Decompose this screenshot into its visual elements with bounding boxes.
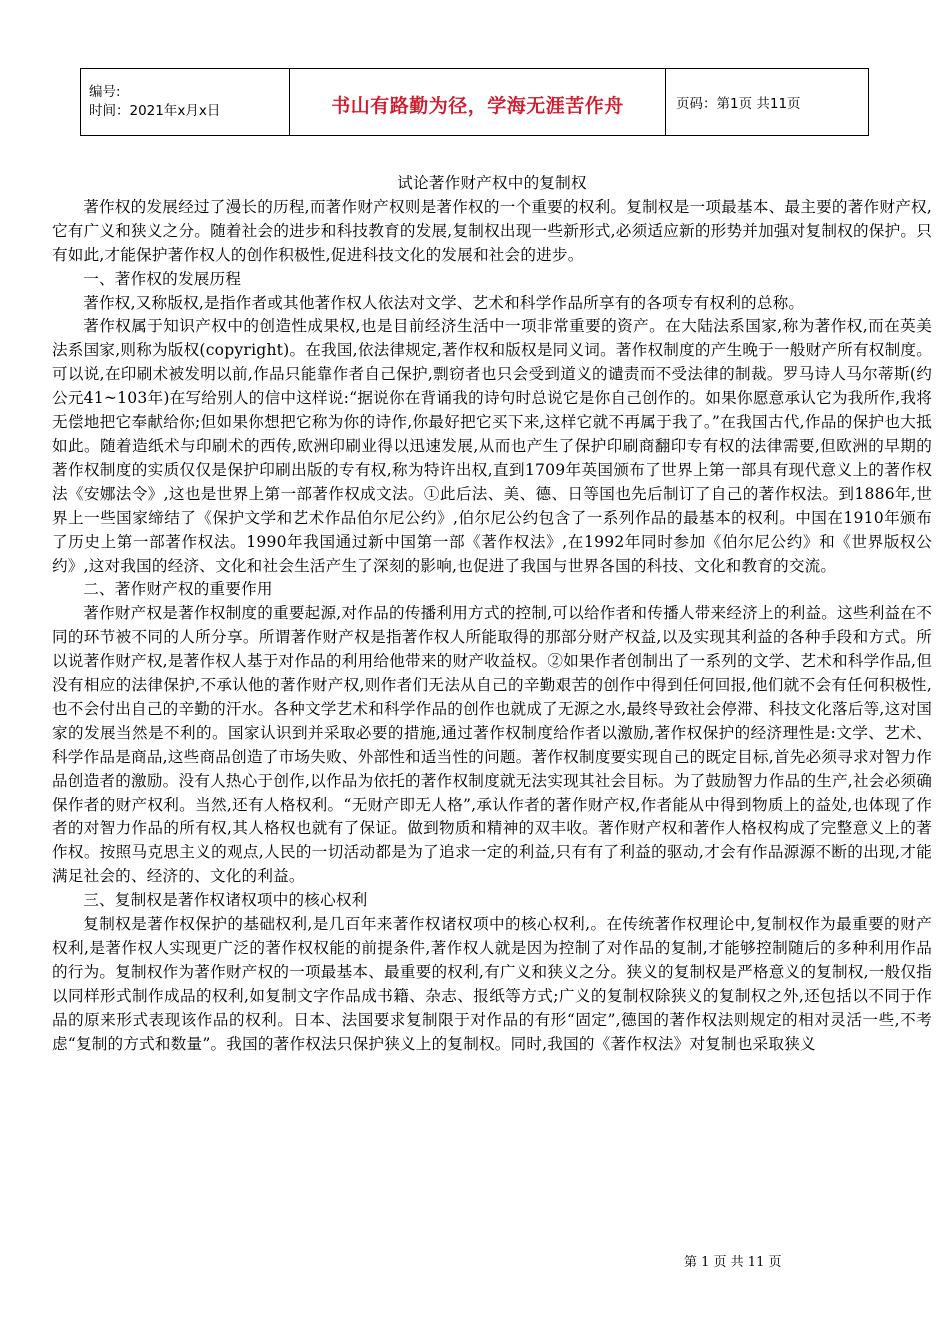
time-label: 时间：2021年x月x日 [89, 103, 221, 119]
header-motto: 书山有路勤为径，学海无涯苦作舟 [290, 69, 666, 136]
document-header [80, 68, 869, 136]
body-paragraph: 著作权的发展经过了漫长的历程,而著作财产权则是著作权的一个重要的权利。复制权是一项最基本、最主要的著作财产权,它有广义和狭义之分。随着社会的进步和科技教育的发展,复制权出现一些新形式,必须适应新的形势并加强对复制权的保护。只有如此,才能保护著作权人的创作积极性,促进科技文化的发展和社会的进步。 [52, 197, 932, 264]
header-meta-cell [81, 69, 290, 136]
section-heading: 一、著作权的发展历程 [83, 269, 242, 288]
section-heading: 二、著作财产权的重要作用 [83, 580, 273, 599]
header-page-info: 页码：第1页 共11页 [666, 69, 869, 136]
number-label: 编号: [89, 84, 121, 100]
document-title: 试论著作财产权中的复制权 [397, 174, 587, 192]
document-body [52, 172, 932, 1057]
body-paragraph: 著作权,又称版权,是指作者或其他著作权人依法对文学、艺术和科学作品所享有的各项专有权利的总称。 [83, 293, 805, 312]
body-paragraph: 复制权是著作权保护的基础权利,是几百年来著作权诸权项中的核心权利,。在传统著作权理论中,复制权作为最重要的财产权利,是著作权人实现更广泛的著作权权能的前提条件,著作权人就是因为控制了对作品的复制,才能够控制随后的多种利用作品的行为。复制权作为著作财产权的一项最基本、最重要的权利,有广义和狭义之分。狭义的复制权是严格意义的复制权,一般仅指以同样形式制作成品的权利,如复制文字作品成书籍、杂志、报纸等方式;广义的复制权除狭义的复制权之外,还包括以不同于作品的原来形式表现该作品的权利。日本、法国要求复制限于对作品的有形“固定”,德国的著作权法则规定的相对灵活一些,不考虑“复制的方式和数量”。我国的著作权法只保护狭义上的复制权。同时,我国的《著作权法》对复制也采取狭义 [52, 915, 932, 1053]
body-paragraph: 著作权属于知识产权中的创造性成果权,也是目前经济生活中一项非常重要的资产。在大陆法系国家,称为著作权,而在英美法系国家,则称为版权(copyright)。在我国,依法律规定,著作权和版权是同义词。著作权制度的产生晚于一般财产所有权制度。可以说,在印刷术被发明以前,作品只能靠作者自己保护,剽窃者也只会受到道义的谴责而不受法律的制裁。罗马诗人马尔蒂斯(约公元41~103年)在写给别人的信中这样说:“据说你在背诵我的诗句时总说它是你自己创作的。如果你愿意承认它为我所作,我将无偿地把它奉献给你;但如果你想把它称为你的诗作,你最好把它买下来,这样它就不再属于我了。”在我国古代,作品的保护也大抵如此。随着造纸术与印刷术的西传,欧洲印刷业得以迅速发展,从而也产生了保护印刷商翻印专有权的法律需要,但欧洲的早期的著作权制度的实质仅仅是保护印刷出版的专有权,称为特许出权,直到1709年英国颁布了世界上第一部具有现代意义上的著作权法《安娜法令》,这也是世界上第一部著作权成文法。①此后法、美、德、日等国也先后制订了自己的著作权法。到1886年,世界上一些国家缔结了《保护文学和艺术作品伯尔尼公约》,伯尔尼公约包含了一系列作品的最基本的权利。中国在1910年颁布了历史上第一部著作权法。1990年我国通过新中国第一部《著作权法》,在1992年同时参加《伯尔尼公约》和《世界版权公约》,这对我国的经济、文化和社会生活产生了深刻的影响,也促进了我国与世界各国的科技、文化和教育的交流。 [52, 317, 932, 575]
page-footer: 第 1 页 共 11 页 [684, 1255, 782, 1270]
section-heading: 三、复制权是著作权诸权项中的核心权利 [83, 891, 368, 910]
body-paragraph: 著作财产权是著作权制度的重要起源,对作品的传播利用方式的控制,可以给作者和传播人带来经济上的利益。这些利益在不同的环节被不同的人所分享。所谓著作财产权是指著作权人所能取得的那部分财产权益,以及实现其利益的各种手段和方式。所以说著作财产权,是著作权人基于对作品的利用给他带来的财产收益权。②如果作者创制出了一系列的文学、艺术和科学作品,但没有相应的法律保护,不承认他的著作财产权,则作者们无法从自己的辛勤艰苦的创作中得到任何回报,他们就不会有任何积极性,也不会付出自己的辛勤的汗水。各种文学艺术和科学作品的创作也就成了无源之水,最终导致社会停滞、科技文化落后等,这对国家的发展当然是不利的。国家认识到并采取必要的措施,通过著作权制度给作者以激励,著作权保护的经济理性是:文学、艺术、科学作品是商品,这些商品创造了市场失败、外部性和适当性的问题。著作权制度要实现自己的既定目标,首先必须寻求对智力作品创造者的激励。没有人热心于创作,以作品为依托的著作权制度就无法实现其社会目标。为了鼓励智力作品的生产,社会必须确保作者的财产权利。当然,还有人格权利。“无财产即无人格”,承认作者的著作财产权,作者能从中得到物质上的益处,也体现了作者的对智力作品的所有权,其人格权也就有了保证。做到物质和精神的双丰收。著作财产权和著作人格权构成了完整意义上的著作权。按照马克思主义的观点,人民的一切活动都是为了追求一定的利益,只有有了利益的驱动,才会有作品源源不断的出现,才能满足社会的、经济的、文化的利益。 [52, 604, 932, 886]
